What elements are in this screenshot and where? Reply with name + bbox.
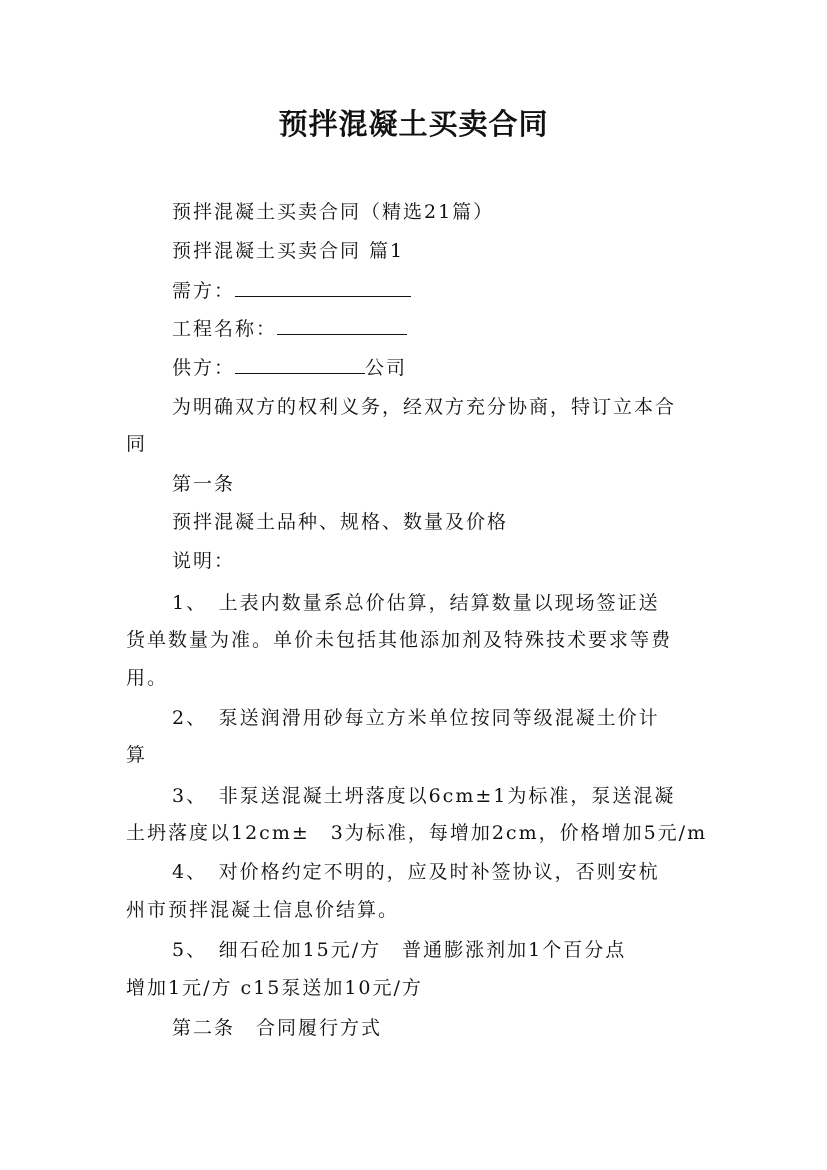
- buyer-blank: [235, 279, 411, 297]
- article-1-subject: 预拌混凝土品种、规格、数量及价格: [172, 511, 509, 533]
- item-5-line-2: 增加1元/方 c15泵送加10元/方: [126, 977, 423, 999]
- item-4-line-1: 4、 对价格约定不明的，应及时补签协议，否则安杭: [172, 861, 660, 883]
- article-1-heading: 第一条: [172, 473, 236, 495]
- item-1-line-1: 1、 上表内数量系总价估算，结算数量以现场签证送: [172, 592, 660, 614]
- item-2-line-2: 算: [126, 744, 148, 766]
- supplier-blank: [235, 356, 365, 374]
- article-2-heading: 第二条 合同履行方式: [172, 1017, 383, 1039]
- item-2-line-1: 2、 泵送润滑用砂每立方米单位按同等级混凝土价计: [172, 707, 660, 729]
- project-name-blank: [277, 317, 407, 335]
- item-3-line-1: 3、 非泵送混凝土坍落度以6cm±1为标准，泵送混凝: [172, 785, 676, 807]
- supplier-suffix: 公司: [365, 357, 408, 379]
- item-4-line-2: 州市预拌混凝土信息价结算。: [126, 899, 400, 921]
- buyer-field: [172, 279, 752, 303]
- item-3-line-2: 土坍落度以12cm± 3为标准，每增加2cm，价格增加5元/m: [126, 822, 708, 844]
- item-5-line-1: 5、 细石砼加15元/方 普通膨涨剂加1个百分点: [172, 939, 627, 961]
- project-name-label: 工程名称：: [172, 318, 278, 340]
- section-heading: 预拌混凝土买卖合同 篇1: [172, 240, 405, 262]
- buyer-label: 需方：: [172, 280, 236, 302]
- item-1-line-2: 货单数量为准。单价未包括其他添加剂及特殊技术要求等费: [126, 629, 673, 651]
- project-name-field: [172, 317, 752, 341]
- notes-label: 说明：: [172, 550, 236, 572]
- intro-line-1: 为明确双方的权利义务，经双方充分协商，特订立本合: [172, 396, 677, 418]
- document-title: 预拌混凝土买卖合同: [278, 107, 549, 141]
- supplier-field: [172, 356, 752, 380]
- item-1-line-3: 用。: [126, 667, 169, 689]
- intro-line-2: 同: [126, 433, 148, 455]
- contract-subtitle: 预拌混凝土买卖合同（精选21篇）: [172, 201, 495, 223]
- supplier-label: 供方：: [172, 357, 236, 379]
